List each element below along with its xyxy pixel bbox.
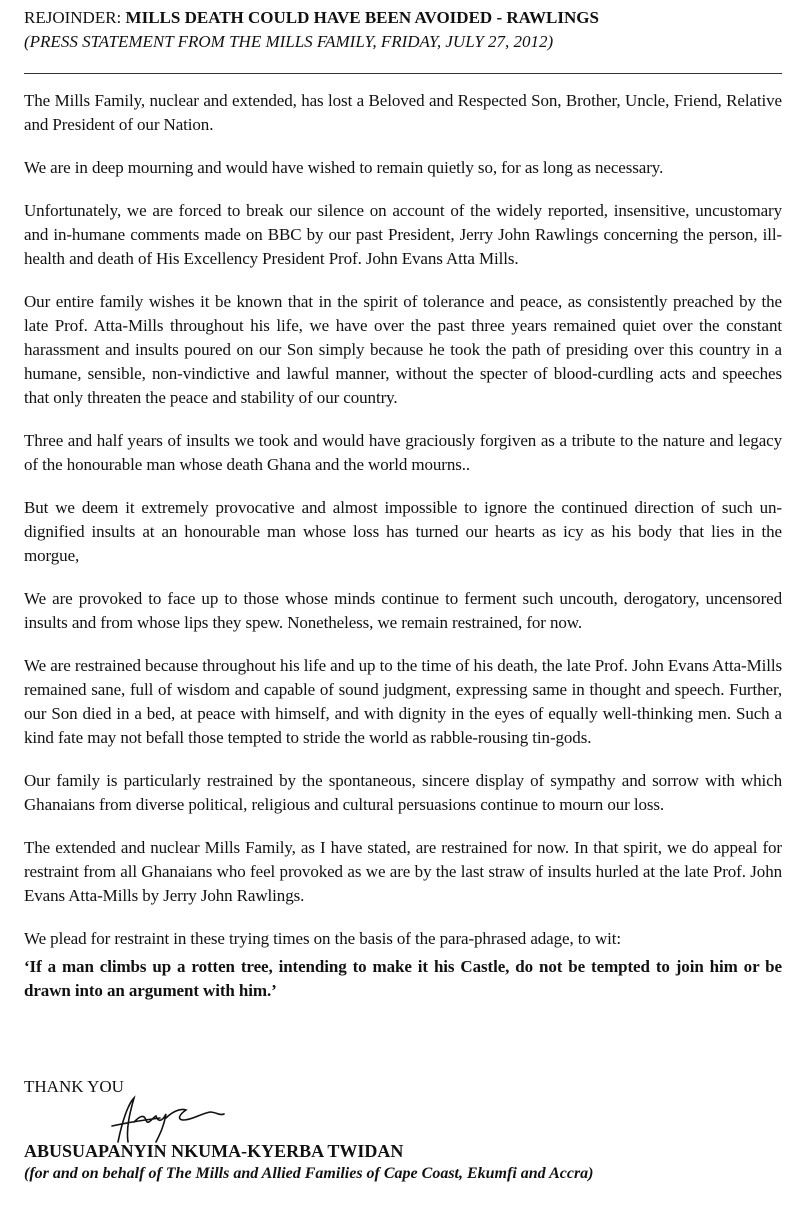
signatory-name: ABUSUAPANYIN NKUMA-KYERBA TWIDAN — [24, 1141, 404, 1161]
paragraph: But we deem it extremely provocative and almost impossible to ignore the continued direction of such un-dignified insults at an honourable man whose loss has turned our hearts as icy as his body that lies in the morgue, — [24, 498, 782, 565]
paragraph: Our family is particularly restrained by the spontaneous, sincere display of sympathy and sorrow with which Ghanaians from diverse political, religious and cultural persuasions continue to mourn our loss. — [24, 771, 782, 814]
paragraph: Three and half years of insults we took and would have graciously forgiven as a tribute to the nature and legacy of the honourable man whose death Ghana and the world mourns.. — [24, 431, 782, 474]
heading-title: MILLS DEATH COULD HAVE BEEN AVOIDED - RAWLINGS — [125, 8, 599, 27]
header-divider — [24, 73, 782, 74]
signatory-affiliation: (for and on behalf of The Mills and Allied Families of Cape Coast, Ekumfi and Accra) — [24, 1165, 594, 1182]
statement-body — [24, 89, 782, 1022]
paragraph: We are in deep mourning and would have wished to remain quietly so, for as long as necessary. — [24, 158, 664, 177]
thank-you-line: THANK YOU — [24, 1077, 124, 1096]
document-subtitle: (PRESS STATEMENT FROM THE MILLS FAMILY, FRIDAY, JULY 27, 2012) — [24, 32, 554, 51]
paragraph: The Mills Family, nuclear and extended, has lost a Beloved and Respected Son, Brother, Uncle, Friend, Relative and President of our Nation. — [24, 91, 782, 134]
paragraph: The extended and nuclear Mills Family, as I have stated, are restrained for now. In that spirit, we do appeal for restraint from all Ghanaians who feel provoked as we are by the last straw of insults hurled at the late Prof. John Evans Atta-Mills by Jerry John Rawlings. — [24, 838, 782, 905]
paragraph: We plead for restraint in these trying times on the basis of the para-phrased adage, to wit: — [24, 929, 621, 948]
paragraph: Unfortunately, we are forced to break our silence on account of the widely reported, insensitive, uncustomary and in-humane comments made on BBC by our past President, Jerry John Rawlings concerning the person, ill-health and death of His Excellency President Prof. John Evans Atta Mills. — [24, 201, 782, 268]
paragraph: We are provoked to face up to those whose minds continue to ferment such uncouth, derogatory, uncensored insults and from whose lips they spew. Nonetheless, we remain restrained, for now. — [24, 589, 782, 632]
paragraph: Our entire family wishes it be known that in the spirit of tolerance and peace, as consistently preached by the late Prof. Atta-Mills throughout his life, we have over the past three years remained quiet over the constant harassment and insults poured on our Son simply because he took the path of presiding over this country in a humane, sensible, non-vindictive and lawful manner, without the specter of blood-curdling acts and speeches that only threaten the peace and stability of our country. — [24, 292, 782, 407]
paragraph: We are restrained because throughout his life and up to the time of his death, the late Prof. John Evans Atta-Mills remained sane, full of wisdom and capable of sound judgment, expressing same in thought and speech. Further, our Son died in a bed, at peace with himself, and with dignity in the eyes of equally well-thinking men. Such a kind fate may not befall those tempted to stride the world as rabble-rousing tin-gods. — [24, 656, 782, 747]
document-heading — [24, 6, 599, 30]
heading-lead: REJOINDER: — [24, 8, 126, 27]
adage-quote: ‘If a man climbs up a rotten tree, intending to make it his Castle, do not be tempted to join him or be drawn into an argument with him.’ — [24, 957, 782, 1000]
